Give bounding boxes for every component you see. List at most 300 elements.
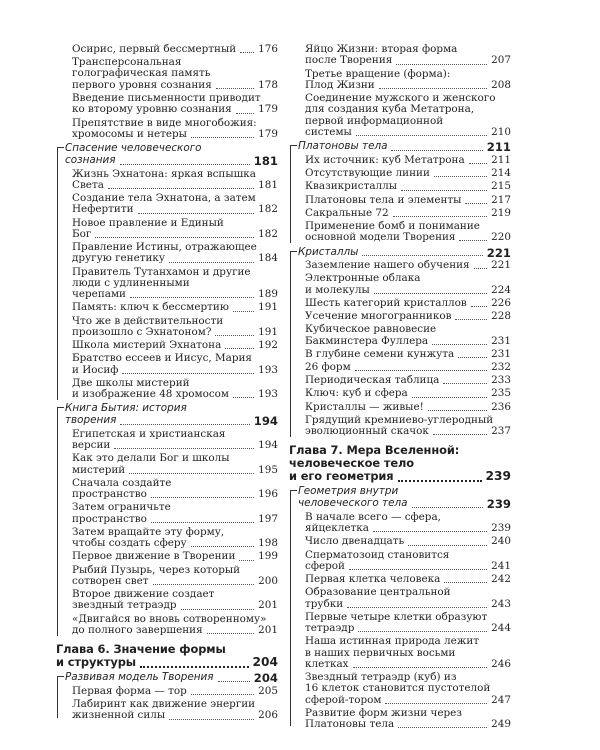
toc-entry-title: Глава 7. Мера Вселенной: <box>289 443 460 458</box>
toc-entry-title: Создание тела Эхнатона, а затем <box>72 192 256 205</box>
toc-item[interactable] <box>289 69 511 92</box>
section-bracket <box>57 407 64 636</box>
toc-section[interactable] <box>289 247 511 259</box>
toc-dot-leader <box>122 373 254 374</box>
toc-page-number: 236 <box>491 400 511 413</box>
toc-entry-title: тетраэдр <box>305 622 355 635</box>
toc-item[interactable] <box>56 453 278 476</box>
toc-dot-leader <box>207 633 254 634</box>
toc-item[interactable] <box>56 565 278 588</box>
toc-dot-leader <box>153 584 254 585</box>
toc-page-number: 193 <box>258 388 278 401</box>
toc-entry-title: Затем вращайте эту форму, <box>72 525 225 538</box>
toc-entry-title: первого уровня сознания <box>72 78 212 91</box>
toc-item[interactable] <box>289 587 511 610</box>
toc-entry-title: Бог <box>72 227 92 240</box>
toc-entry-title: человеческое тело <box>289 456 414 471</box>
toc-entry-title: хромосомы и нетеры <box>72 127 187 140</box>
toc-item[interactable] <box>289 155 511 166</box>
toc-dot-leader <box>239 560 254 561</box>
toc-item[interactable] <box>289 349 511 360</box>
toc-page-number: 207 <box>491 54 511 67</box>
toc-entry-title: первой информационной <box>305 114 444 127</box>
toc-item[interactable] <box>289 375 511 386</box>
toc-entry-title: Соединение мужского и женского <box>305 92 496 104</box>
toc-page-number: 232 <box>491 361 511 373</box>
toc-item[interactable] <box>56 218 278 241</box>
toc-entry-title: жизненной силы <box>72 709 166 722</box>
toc-item[interactable] <box>289 181 511 192</box>
toc-dot-leader <box>216 88 254 89</box>
toc-entry-title: для создания куба Метатрона, <box>305 103 475 116</box>
toc-item[interactable] <box>56 614 278 637</box>
toc-entry-title: Развитие форм жизни через <box>305 706 462 719</box>
toc-dot-leader <box>428 410 487 411</box>
toc-item[interactable] <box>289 362 511 373</box>
toc-entry-title: Первая клетка человека <box>305 573 441 586</box>
toc-entry-title: Бакминстера Фуллера <box>305 334 429 347</box>
toc-dot-leader <box>412 507 483 508</box>
toc-item[interactable] <box>56 429 278 452</box>
toc-entry-title: Две школы мистерий <box>72 376 190 389</box>
toc-dot-leader <box>455 319 487 320</box>
toc-page-number: 211 <box>491 153 511 166</box>
toc-section[interactable] <box>56 143 278 167</box>
toc-section[interactable] <box>289 141 511 153</box>
toc-item[interactable] <box>289 536 511 547</box>
toc-entry-title: голографическая память <box>72 67 211 80</box>
toc-item[interactable] <box>289 273 511 296</box>
toc-page-number: 192 <box>258 339 278 352</box>
toc-entry-title: Их источник: куб Метатрона <box>305 153 465 166</box>
toc-entry-title: Число двенадцать <box>305 535 405 548</box>
toc-item[interactable] <box>56 316 278 339</box>
toc-page-number: 182 <box>258 203 278 216</box>
toc-entry-title: Кристаллы <box>298 245 359 258</box>
toc-item[interactable] <box>56 302 278 313</box>
toc-dot-leader <box>129 473 254 474</box>
toc-entry-title: Сакральные 72 <box>305 206 389 219</box>
toc-dot-leader <box>443 383 487 384</box>
toc-page-number: 235 <box>491 387 511 400</box>
toc-page-number: 241 <box>491 559 511 572</box>
toc-item[interactable] <box>289 512 511 535</box>
toc-item[interactable] <box>289 636 511 670</box>
toc-entry-title: Квазикристаллы <box>305 180 397 193</box>
toc-entry-title: пространство <box>72 512 147 525</box>
toc-page-number: 205 <box>258 684 278 697</box>
toc-dot-leader <box>151 497 254 498</box>
toc-entry-title: сферой <box>305 559 345 572</box>
toc-dot-leader <box>240 52 254 53</box>
toc-item[interactable] <box>56 478 278 501</box>
toc-page-number: 220 <box>491 231 511 244</box>
toc-item[interactable] <box>56 699 278 722</box>
toc-entry-title: после Творения <box>305 54 393 67</box>
toc-entry-title: Жизнь Эхнатона: яркая вспышка <box>72 167 256 180</box>
toc-entry-title: Ключ: куб и сфера <box>305 387 408 400</box>
toc-dot-leader <box>347 607 487 608</box>
toc-dot-leader <box>130 297 254 298</box>
toc-dot-leader <box>356 135 487 136</box>
toc-dot-leader <box>374 293 487 294</box>
toc-entry-title: звездный тетраэдр <box>72 599 177 612</box>
toc-item[interactable] <box>56 686 278 697</box>
toc-page-number: 181 <box>253 153 278 168</box>
toc-dot-leader <box>218 681 250 682</box>
toc-dot-leader <box>412 397 487 398</box>
toc-entry-title: Периодическая таблица <box>305 374 440 387</box>
toc-dot-leader <box>138 213 254 214</box>
toc-entry-title: Первые четыре клетки образуют <box>305 610 488 623</box>
toc-dot-leader <box>215 335 254 336</box>
toc-dot-leader <box>396 64 487 65</box>
toc-entry-title: Кристаллы — живые! <box>305 400 424 413</box>
toc-chapter[interactable] <box>56 643 278 669</box>
section-bracket <box>57 676 64 718</box>
toc-item[interactable] <box>56 502 278 525</box>
toc-entry-title: в наших первичных восьми <box>305 646 456 659</box>
toc-entry-title: мистерий <box>72 463 126 476</box>
toc-entry-title: Грядущий кремниево-углеродный <box>305 413 494 426</box>
toc-page-number: 194 <box>253 414 278 429</box>
toc-entry-title: Глава 6. Значение формы <box>56 642 226 657</box>
toc-page-number: 221 <box>491 259 511 272</box>
toc-page-number: 237 <box>491 425 511 438</box>
toc-entry-title: другую генетику <box>72 252 166 265</box>
toc-item[interactable] <box>56 353 278 376</box>
toc-entry-title: Память: ключ к бессмертию <box>72 301 229 314</box>
toc-page-number: 181 <box>258 178 278 191</box>
toc-page-number: 231 <box>491 347 511 360</box>
toc-entry-title: клетках <box>305 657 349 670</box>
toc-entry-title: системы <box>305 125 352 138</box>
toc-item[interactable] <box>56 118 278 141</box>
toc-entry-title: Введение письменности приводит <box>72 92 261 104</box>
toc-dot-leader <box>233 397 254 398</box>
toc-dot-leader <box>233 311 254 312</box>
toc-dot-leader <box>355 370 487 371</box>
toc-entry-title: Правление Истины, отражающее <box>72 241 257 254</box>
toc-section[interactable] <box>289 486 511 510</box>
toc-entry-title: Что же в действительности <box>72 314 224 327</box>
toc-page-number: 219 <box>491 206 511 219</box>
toc-entry-title: «Двигайся во вновь сотворенному» <box>72 612 267 625</box>
toc-item[interactable] <box>289 44 511 67</box>
toc-page-number: 239 <box>491 522 511 535</box>
toc-item[interactable] <box>289 415 511 438</box>
toc-dot-leader <box>358 631 487 632</box>
toc-page-number: 215 <box>491 180 511 193</box>
toc-page-number: 208 <box>491 78 511 91</box>
toc-entry-title: Усечение многогранников <box>305 310 452 323</box>
toc-chapter[interactable] <box>289 444 511 483</box>
toc-page-number: 204 <box>252 655 278 670</box>
toc-entry-title: Третье вращение (форма): <box>305 67 451 80</box>
toc-entry-title: В начале всего — сфера, <box>305 510 441 523</box>
toc-dot-leader <box>469 163 487 164</box>
toc-page-number: 176 <box>258 43 278 55</box>
toc-item[interactable] <box>56 589 278 612</box>
toc-dot-leader <box>353 667 487 668</box>
toc-dot-leader <box>236 113 254 114</box>
toc-entry-title: Платоновы тела и элементы <box>305 193 462 206</box>
toc-dot-leader <box>458 357 487 358</box>
toc-dot-leader <box>120 164 250 165</box>
toc-dot-leader <box>434 176 487 177</box>
toc-dot-leader <box>393 216 487 217</box>
toc-page-number: 231 <box>491 334 511 347</box>
toc-entry-title: Осирис, первый бессмертный <box>72 43 237 55</box>
toc-entry-title: В глубине семени кунжута <box>305 347 455 360</box>
toc-page-number: 239 <box>486 497 511 512</box>
toc-item[interactable] <box>289 402 511 413</box>
toc-dot-leader <box>169 719 254 720</box>
toc-page-number: 246 <box>491 657 511 670</box>
toc-page-number: 244 <box>491 622 511 635</box>
toc-page-number: 189 <box>258 288 278 301</box>
toc-item[interactable] <box>289 208 511 219</box>
toc-dot-leader <box>349 569 487 570</box>
toc-entry-title: чтобы создать сферу <box>72 537 187 550</box>
toc-dot-leader <box>391 150 483 151</box>
toc-page-number: 201 <box>258 623 278 636</box>
toc-entry-title: Плод Жизни <box>305 78 375 91</box>
toc-page-number: 240 <box>491 535 511 548</box>
toc-page-number: 226 <box>491 296 511 309</box>
toc-item[interactable] <box>289 168 511 179</box>
toc-entry-title: Яйцо Жизни: вторая форма <box>305 43 458 55</box>
toc-entry-title: Сперматозоид становится <box>305 548 450 561</box>
toc-page-number: 200 <box>258 574 278 587</box>
toc-entry-title: Шесть категорий кристаллов <box>305 296 467 309</box>
toc-page-number: 191 <box>258 325 278 338</box>
toc-page-number: 195 <box>258 463 278 476</box>
toc-dot-leader <box>385 703 487 704</box>
toc-dot-leader <box>459 240 487 241</box>
toc-entry-title: и изображение 48 хромосом <box>72 388 229 401</box>
toc-item[interactable] <box>289 574 511 585</box>
toc-dot-leader <box>191 137 254 138</box>
toc-entry-title: Лабиринт как движение энергии <box>72 698 256 711</box>
toc-entry-title: сознания <box>65 153 116 166</box>
toc-item[interactable] <box>56 93 278 116</box>
toc-page-number: 199 <box>258 550 278 563</box>
section-bracket <box>290 490 297 726</box>
section-bracket <box>290 145 297 243</box>
toc-page-number: 214 <box>491 167 511 180</box>
toc-entry-title: Правитель Тутанхамон и другие <box>72 265 251 278</box>
toc-page-number: 243 <box>491 597 511 610</box>
toc-entry-title: Света <box>72 178 104 191</box>
toc-entry-title: эволюционный скачок <box>305 425 429 438</box>
toc-page-number: 233 <box>491 374 511 387</box>
toc-dot-leader <box>362 255 483 256</box>
toc-item[interactable] <box>289 93 511 138</box>
toc-item[interactable] <box>289 311 511 322</box>
toc-dot-leader <box>225 348 254 349</box>
toc-page-number: 197 <box>258 512 278 525</box>
toc-section[interactable] <box>56 403 278 427</box>
toc-entry-title: и Иосиф <box>72 363 119 376</box>
toc-page-number: 249 <box>491 718 511 731</box>
toc-item[interactable] <box>289 612 511 635</box>
toc-entry-title: версии <box>72 439 111 452</box>
toc-item[interactable] <box>56 340 278 351</box>
toc-item[interactable] <box>289 195 511 206</box>
toc-page-number: 182 <box>258 227 278 240</box>
toc-entry-title: трубки <box>305 597 344 610</box>
section-bracket <box>57 147 64 400</box>
toc-dot-leader <box>373 531 487 532</box>
toc-entry-title: Электронные облака <box>305 272 421 285</box>
toc-page-number: 221 <box>486 245 511 260</box>
toc-item[interactable] <box>289 260 511 271</box>
toc-page-number: 224 <box>491 283 511 296</box>
toc-page-number: 194 <box>258 439 278 452</box>
toc-item[interactable] <box>56 242 278 265</box>
toc-entry-title: творения <box>65 414 117 427</box>
toc-entry-title: Братство ессеев и Иисус, Мария <box>72 352 252 365</box>
toc-item[interactable] <box>289 324 511 347</box>
toc-dot-leader <box>474 268 487 269</box>
toc-page-number: 184 <box>258 252 278 265</box>
toc-entry-title: и его геометрия <box>289 469 394 484</box>
toc-page-number: 198 <box>258 537 278 550</box>
toc-page-number: 193 <box>258 363 278 376</box>
toc-entry-title: пространство <box>72 488 147 501</box>
toc-entry-title: ко второму уровню сознания <box>72 103 232 116</box>
toc-entry-title: Сначала создайте <box>72 476 172 489</box>
toc-page-number: 179 <box>258 127 278 140</box>
toc-dot-leader <box>114 448 254 449</box>
toc-entry-title: Платоновы тела <box>305 718 395 731</box>
toc-entry-title: Египетская и христианская <box>72 427 226 440</box>
toc-page-number: 206 <box>258 709 278 722</box>
toc-item[interactable] <box>56 551 278 562</box>
toc-page-number: 239 <box>485 469 511 484</box>
toc-item[interactable] <box>56 57 278 91</box>
toc-page-number: 210 <box>491 125 511 138</box>
toc-dot-leader <box>181 609 254 610</box>
toc-dot-leader <box>408 545 487 546</box>
toc-dot-leader <box>151 522 254 523</box>
toc-page-number: 196 <box>258 488 278 501</box>
toc-entry-title: яйцеклетка <box>305 522 369 535</box>
toc-dot-leader <box>444 582 487 583</box>
toc-entry-title: Нефертити <box>72 203 134 216</box>
toc-entry-title: и молекулы <box>305 283 370 296</box>
toc-item[interactable] <box>289 388 511 399</box>
toc-entry-title: и структуры <box>56 655 136 670</box>
toc-page-number: 201 <box>258 599 278 612</box>
toc-item[interactable] <box>56 378 278 401</box>
toc-entry-title: сотворен свет <box>72 574 149 587</box>
toc-entry-title: Препятствие в виде многобожия: <box>72 116 257 129</box>
toc-page-number: 217 <box>491 193 511 206</box>
toc-dot-leader <box>379 88 487 89</box>
toc-entry-title: Трансперсональная <box>72 56 182 69</box>
toc-item[interactable] <box>289 298 511 309</box>
toc-item[interactable] <box>56 527 278 550</box>
toc-dot-leader <box>432 344 487 345</box>
toc-page-number: 242 <box>491 573 511 586</box>
toc-dot-leader <box>471 306 487 307</box>
toc-entry-title: основной модели Творения <box>305 231 456 244</box>
toc-entry-title: до полного завершения <box>72 623 203 636</box>
toc-entry-title: Образование центральной <box>305 586 451 599</box>
toc-page-number: 247 <box>491 693 511 706</box>
toc-entry-title: Геометрия внутри <box>298 485 399 498</box>
toc-dot-leader <box>140 666 249 668</box>
toc-dot-leader <box>191 694 254 695</box>
toc-dot-leader <box>95 237 254 238</box>
toc-entry-title: Заземление нашего обучения <box>305 259 470 272</box>
toc-item[interactable] <box>289 708 511 731</box>
toc-entry-title: Кубическое равновесие <box>305 323 437 336</box>
toc-entry-title: Спасение человеческого <box>65 142 202 155</box>
toc-entry-title: Второе движение создает <box>72 588 215 601</box>
toc-entry-title: Первое движение в Творении <box>72 550 236 563</box>
toc-entry-title: 16 клеток становится пустотелой <box>305 682 491 695</box>
toc-item[interactable] <box>56 169 278 192</box>
toc-page-number: 191 <box>258 301 278 314</box>
toc-entry-title: Книга Бытия: история <box>65 402 187 415</box>
toc-page-number: 228 <box>491 310 511 323</box>
toc-entry-title: 26 форм <box>305 361 351 373</box>
toc-entry-title: Наша истинная природа лежит <box>305 635 480 648</box>
toc-dot-leader <box>398 480 482 482</box>
toc-entry-title: Затем ограничьте <box>72 501 171 514</box>
toc-item[interactable] <box>56 193 278 216</box>
toc-entry-title: человеческого тела <box>298 497 408 510</box>
toc-entry-title: Школа мистерий Эхнатона <box>72 339 222 352</box>
toc-entry-title: произошло с Эхнатоном? <box>72 325 212 338</box>
toc-entry-title: Первая форма — тор <box>72 684 187 697</box>
toc-dot-leader <box>169 262 254 263</box>
toc-entry-title: Как это делали Бог и школы <box>72 452 230 465</box>
toc-item[interactable] <box>56 267 278 301</box>
section-bracket <box>290 251 297 438</box>
toc-item[interactable] <box>289 672 511 706</box>
toc-dot-leader <box>191 546 254 547</box>
toc-dot-leader <box>108 188 254 189</box>
toc-dot-leader <box>398 727 487 728</box>
toc-entry-title: сферой-тором <box>305 693 382 706</box>
toc-dot-leader <box>120 424 250 425</box>
toc-dot-leader <box>401 190 487 191</box>
toc-item[interactable] <box>289 550 511 573</box>
toc-entry-title: Звездный тетраэдр (куб) из <box>305 671 457 684</box>
toc-dot-leader <box>465 203 487 204</box>
toc-section[interactable] <box>56 672 278 684</box>
toc-entry-title: черепами <box>72 288 126 301</box>
toc-page-number: 204 <box>253 671 278 686</box>
toc-entry-title: Развивая модель Творения <box>65 671 214 684</box>
toc-page-number: 211 <box>486 140 511 155</box>
toc-entry-title: Новое правление и Единый <box>72 216 224 229</box>
toc-entry-title: Применение бомб и понимание <box>305 219 480 232</box>
toc-entry-title: Отсутствующие линии <box>305 167 430 180</box>
toc-page-number: 178 <box>258 78 278 91</box>
toc-dot-leader <box>433 434 487 435</box>
toc-page-number: 179 <box>258 103 278 116</box>
toc-entry-title: Платоновы тела <box>298 140 388 153</box>
toc-item[interactable] <box>289 221 511 244</box>
toc-item[interactable] <box>56 44 278 55</box>
toc-entry-title: люди с удлиненными <box>72 276 190 289</box>
toc-entry-title: Рыбий Пузырь, через который <box>72 563 241 576</box>
